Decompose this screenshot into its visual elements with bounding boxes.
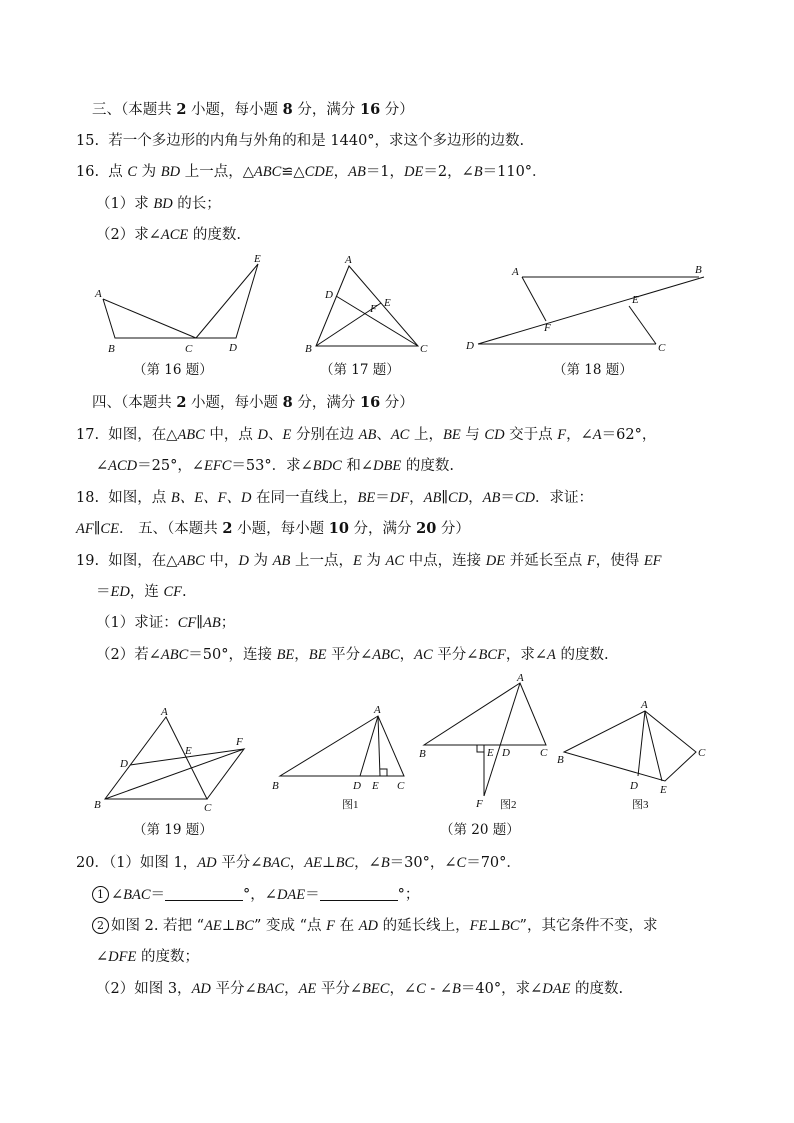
f20c-label-a: A	[641, 699, 648, 711]
question-17-line-2: ∠ACD＝25°，∠EFC＝53°．求∠BDC 和∠DBE 的度数.	[96, 458, 454, 474]
f20b-label-a: A	[517, 672, 524, 684]
caption-fig-18: （第 18 题）	[553, 362, 633, 378]
f17-label-f: F	[370, 303, 377, 315]
figure-caption-3: 图3	[632, 799, 649, 811]
question-15: 15. 若一个多边形的内角与外角的和是 1440°，求这个多边形的边数.	[76, 133, 525, 149]
f17-label-a: A	[345, 254, 352, 266]
f20b-label-f: F	[476, 798, 483, 810]
f20a-label-b: B	[272, 780, 279, 792]
f20c-label-b: B	[557, 754, 564, 766]
f19-label-b: B	[94, 799, 101, 811]
f20a-label-c: C	[397, 780, 405, 792]
f20a-label-e: E	[372, 780, 379, 792]
f16-label-c: C	[185, 343, 193, 355]
f19-label-a: A	[161, 706, 168, 718]
section-3-heading: 三、（本题共 2 小题，每小题 8 分，满分 16 分）	[92, 101, 414, 118]
f18-label-b: B	[695, 264, 702, 276]
question-20-item-2: 2 如图 2. 若把 “AE⊥BC” 变成 “点 F 在 AD 的延长线上，FE⊥BC”，其它条件不变，求	[92, 916, 657, 936]
question-18: 18. 如图，点 B、E、F、D 在同一直线上，BE＝DF，AB∥CD，AB＝CD．求证：	[76, 490, 594, 506]
f17-label-c: C	[420, 343, 428, 355]
f18-label-c: C	[658, 342, 666, 354]
question-20-part-2: （2）如图 3，AD 平分∠BAC，AE 平分∠BEC，∠C - ∠B＝40°，求∠DAE 的度数.	[96, 981, 624, 997]
f17-label-b: B	[305, 343, 312, 355]
f18-label-d: D	[466, 340, 474, 352]
question-16-part-2: （2）求∠ACE 的度数.	[96, 227, 241, 243]
question-18-line-2-and-section-5: AF∥CE． 五、（本题共 2 小题，每小题 10 分，满分 20 分）	[76, 520, 470, 537]
f20b-label-b: B	[419, 748, 426, 760]
figure-16	[103, 264, 258, 338]
question-19-line-2: ＝ED，连 CF.	[96, 584, 187, 600]
f16-label-e: E	[254, 253, 261, 265]
f19-label-c: C	[204, 802, 212, 814]
f20c-label-c: C	[698, 747, 706, 759]
figure-caption-2: 图2	[500, 799, 517, 811]
f16-label-b: B	[108, 343, 115, 355]
question-20-part-1: 20．（1）如图 1，AD 平分∠BAC，AE⊥BC，∠B＝30°，∠C＝70°．	[76, 855, 521, 871]
question-19-part-2: （2）若∠ABC＝50°，连接 BE，BE 平分∠ABC，AC 平分∠BCF，求∠A 的度数.	[96, 647, 609, 663]
f20b-label-d: D	[502, 747, 510, 759]
f19-label-f: F	[236, 736, 243, 748]
caption-fig-16: （第 16 题）	[133, 362, 213, 378]
f20c-label-e: E	[660, 784, 667, 796]
caption-fig-19: （第 19 题）	[133, 822, 213, 838]
f18-label-e: E	[632, 294, 639, 306]
f20a-label-d: D	[353, 780, 361, 792]
figure-20-3	[564, 711, 696, 781]
question-19-part-1: （1）求证：CF∥AB；	[96, 615, 236, 631]
question-16: 16. 点 C 为 BD 上一点，△ABC≌△CDE，AB＝1，DE＝2，∠B＝110°．	[76, 164, 547, 180]
f20b-label-e: E	[487, 747, 494, 759]
f19-label-e: E	[185, 745, 192, 757]
f19-label-d: D	[120, 758, 128, 770]
question-20-item-2-line-2: ∠DFE 的度数；	[96, 949, 199, 965]
question-20-item-1: 1 ∠BAC＝ °，∠DAE＝ °；	[92, 885, 419, 905]
question-19-line-1: 19. 如图，在△ABC 中，D 为 AB 上一点，E 为 AC 中点，连接 DE 并延长至点 F，使得 EF	[76, 553, 662, 569]
f16-label-d: D	[229, 342, 237, 354]
answer-blank-dae[interactable]	[320, 886, 398, 901]
figure-20-1	[280, 716, 404, 776]
f20b-label-c: C	[540, 747, 548, 759]
question-16-part-1: （1）求 BD 的长；	[96, 196, 221, 212]
f17-label-d: D	[325, 289, 333, 301]
f16-label-a: A	[95, 288, 102, 300]
figure-18	[478, 277, 704, 344]
caption-fig-17: （第 17 题）	[320, 362, 400, 378]
f18-label-a: A	[512, 266, 519, 278]
figure-caption-1: 图1	[342, 799, 359, 811]
caption-fig-20: （第 20 题）	[440, 822, 520, 838]
section-4-heading: 四、（本题共 2 小题，每小题 8 分，满分 16 分）	[92, 394, 414, 411]
figure-20-2	[424, 683, 546, 796]
answer-blank-bac[interactable]	[165, 886, 243, 901]
figure-17	[316, 266, 418, 346]
f20c-label-d: D	[630, 780, 638, 792]
f18-label-f: F	[544, 322, 551, 334]
f20a-label-a: A	[374, 704, 381, 716]
question-17-line-1: 17. 如图，在△ABC 中，点 D、E 分别在边 AB、AC 上，BE 与 CD 交于点 F，∠A＝62°，	[76, 427, 657, 443]
f17-label-e: E	[384, 297, 391, 309]
